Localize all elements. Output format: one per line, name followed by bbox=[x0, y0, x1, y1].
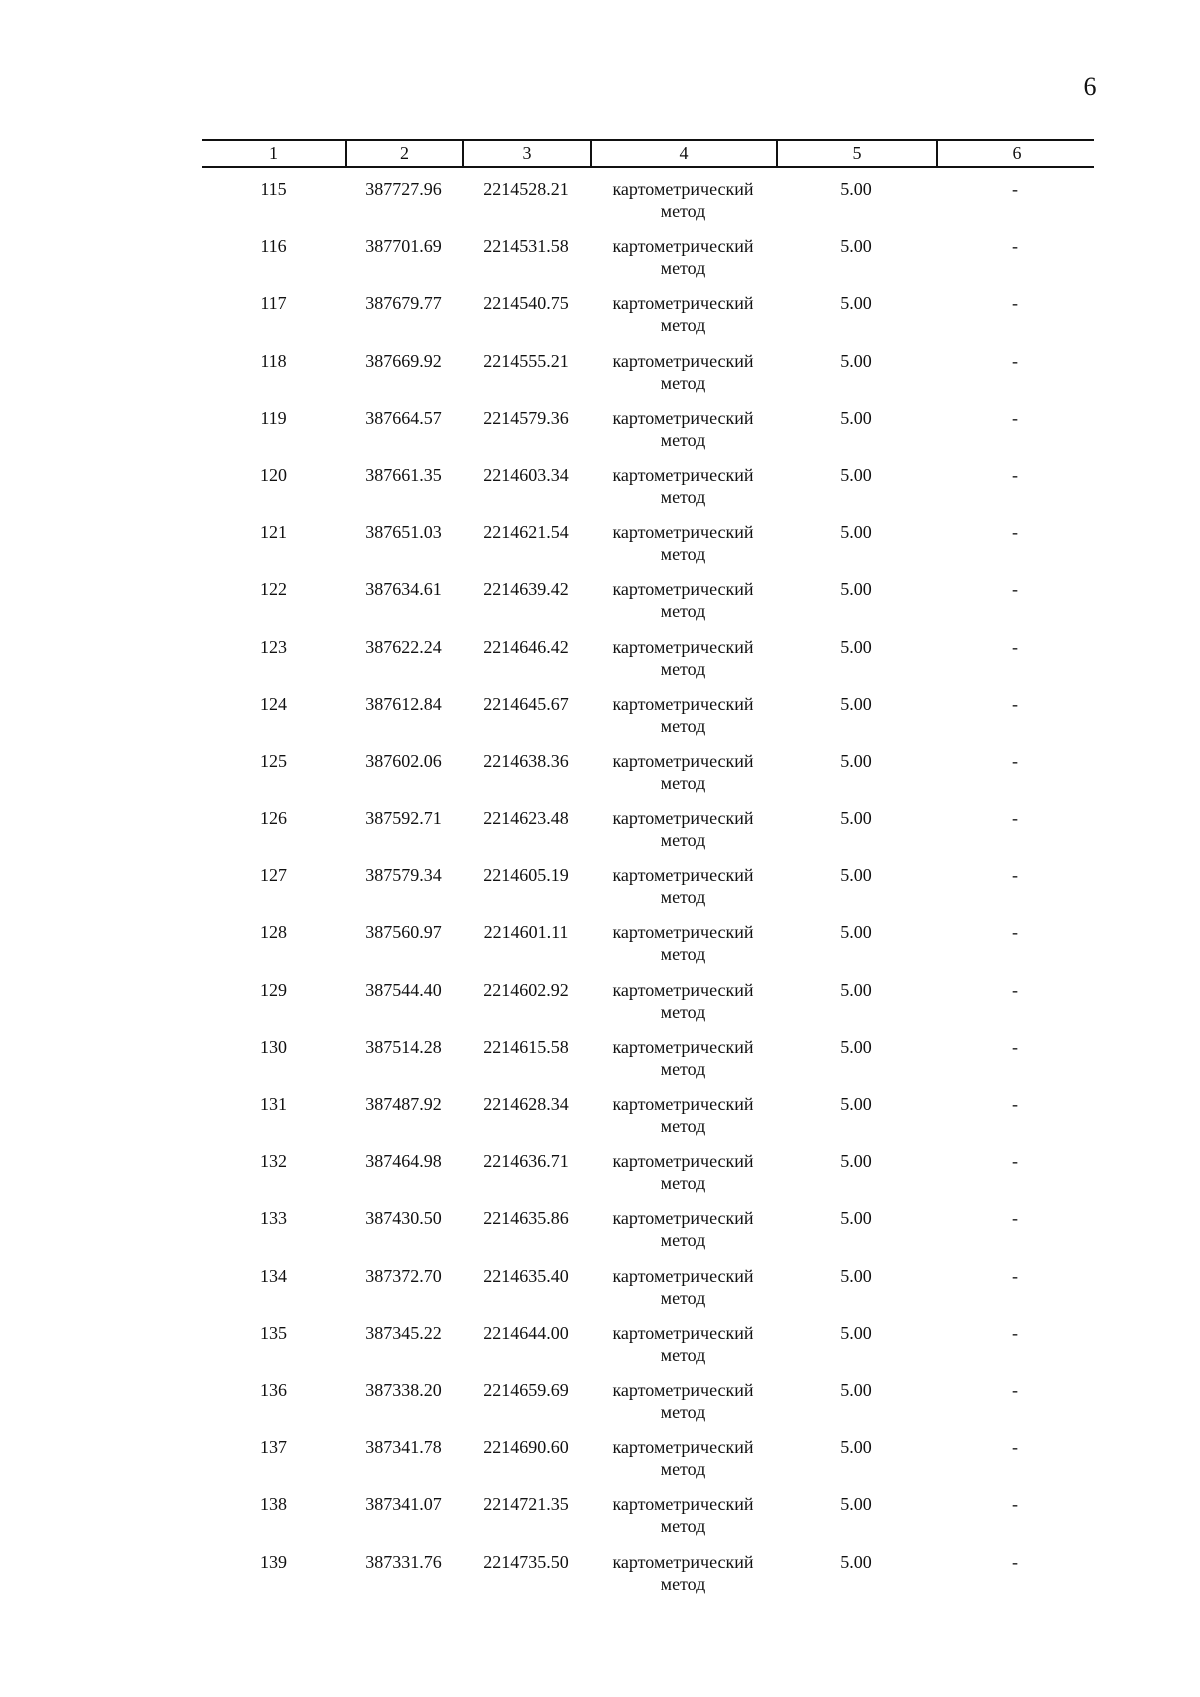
method-line-2: метод bbox=[660, 601, 706, 622]
x-coordinate-cell: 387331.76 bbox=[365, 1551, 442, 1572]
x-coordinate-cell: 387338.20 bbox=[365, 1379, 442, 1400]
note-cell: - bbox=[1012, 693, 1018, 714]
note-cell: - bbox=[1012, 407, 1018, 428]
note-cell: - bbox=[1012, 1322, 1018, 1343]
row-number-cell: 139 bbox=[260, 1551, 287, 1572]
method-line-2: метод bbox=[660, 372, 706, 393]
table-row bbox=[0, 1036, 1200, 1093]
note-cell: - bbox=[1012, 750, 1018, 771]
x-coordinate-cell: 387341.78 bbox=[365, 1437, 442, 1458]
table-row bbox=[0, 578, 1200, 635]
method-line-1: картометрический bbox=[612, 922, 754, 943]
table-row bbox=[0, 1265, 1200, 1322]
accuracy-cell: 5.00 bbox=[840, 464, 872, 485]
method-cell bbox=[590, 750, 776, 794]
method-line-2: метод bbox=[660, 887, 706, 908]
note-cell: - bbox=[1012, 1379, 1018, 1400]
y-coordinate-cell: 2214635.40 bbox=[483, 1265, 569, 1286]
y-coordinate-cell: 2214645.67 bbox=[483, 693, 569, 714]
table-header-cell: 2 bbox=[345, 141, 462, 166]
method-line-2: метод bbox=[660, 715, 706, 736]
table-row bbox=[0, 407, 1200, 464]
row-number-cell: 134 bbox=[260, 1265, 287, 1286]
table-row bbox=[0, 292, 1200, 349]
method-cell bbox=[590, 1436, 776, 1480]
accuracy-cell: 5.00 bbox=[840, 1551, 872, 1572]
x-coordinate-cell: 387514.28 bbox=[365, 1036, 442, 1057]
accuracy-cell: 5.00 bbox=[840, 1151, 872, 1172]
y-coordinate-cell: 2214615.58 bbox=[483, 1036, 569, 1057]
method-cell bbox=[590, 350, 776, 394]
method-cell bbox=[590, 979, 776, 1023]
x-coordinate-cell: 387727.96 bbox=[365, 179, 442, 199]
x-coordinate-cell: 387669.92 bbox=[365, 350, 442, 371]
method-cell bbox=[590, 178, 776, 222]
row-number-cell: 135 bbox=[260, 1322, 287, 1343]
accuracy-cell: 5.00 bbox=[840, 1208, 872, 1229]
table-row bbox=[0, 979, 1200, 1036]
accuracy-cell: 5.00 bbox=[840, 407, 872, 428]
table-header-cell: 6 bbox=[936, 141, 1096, 166]
accuracy-cell: 5.00 bbox=[840, 236, 872, 257]
row-number-cell: 132 bbox=[260, 1151, 287, 1172]
method-cell bbox=[590, 235, 776, 279]
x-coordinate-cell: 387679.77 bbox=[365, 293, 442, 314]
row-number-cell: 121 bbox=[260, 522, 287, 543]
accuracy-cell: 5.00 bbox=[840, 865, 872, 886]
method-line-2: метод bbox=[660, 1573, 706, 1594]
method-cell bbox=[590, 1207, 776, 1251]
method-cell bbox=[590, 521, 776, 565]
method-line-1: картометрический bbox=[612, 1094, 754, 1114]
table-row bbox=[0, 521, 1200, 578]
y-coordinate-cell: 2214603.34 bbox=[483, 464, 569, 485]
note-cell: - bbox=[1012, 1036, 1018, 1057]
table-row bbox=[0, 350, 1200, 407]
method-cell bbox=[590, 636, 776, 680]
y-coordinate-cell: 2214602.92 bbox=[483, 979, 569, 1000]
table-row bbox=[0, 693, 1200, 750]
method-line-1: картометрический bbox=[612, 179, 754, 199]
method-line-2: метод bbox=[660, 1516, 706, 1537]
accuracy-cell: 5.00 bbox=[840, 808, 872, 829]
table-header-cell: 5 bbox=[776, 141, 936, 166]
note-cell: - bbox=[1012, 865, 1018, 886]
accuracy-cell: 5.00 bbox=[840, 1094, 872, 1114]
method-line-1: картометрический bbox=[612, 579, 754, 600]
y-coordinate-cell: 2214644.00 bbox=[483, 1322, 569, 1343]
method-line-2: метод bbox=[660, 1401, 706, 1422]
y-coordinate-cell: 2214721.35 bbox=[483, 1494, 569, 1515]
method-line-1: картометрический bbox=[612, 1437, 754, 1458]
method-line-2: метод bbox=[660, 1459, 706, 1480]
method-line-1: картометрический bbox=[612, 350, 754, 371]
table-row bbox=[0, 1493, 1200, 1550]
method-line-1: картометрический bbox=[612, 693, 754, 714]
y-coordinate-cell: 2214601.11 bbox=[483, 922, 569, 943]
accuracy-cell: 5.00 bbox=[840, 1265, 872, 1286]
method-cell bbox=[590, 693, 776, 737]
table-row bbox=[0, 636, 1200, 693]
method-line-2: метод bbox=[660, 830, 706, 851]
note-cell: - bbox=[1012, 1437, 1018, 1458]
row-number-cell: 129 bbox=[260, 979, 287, 1000]
row-number-cell: 120 bbox=[260, 464, 287, 485]
method-line-2: метод bbox=[660, 1287, 706, 1308]
method-line-2: метод bbox=[660, 544, 706, 565]
y-coordinate-cell: 2214646.42 bbox=[483, 636, 569, 657]
y-coordinate-cell: 2214638.36 bbox=[483, 750, 569, 771]
method-line-2: метод bbox=[660, 258, 706, 279]
method-line-1: картометрический bbox=[612, 865, 754, 886]
method-line-2: метод bbox=[660, 486, 706, 507]
y-coordinate-cell: 2214690.60 bbox=[483, 1437, 569, 1458]
x-coordinate-cell: 387701.69 bbox=[365, 236, 442, 257]
note-cell: - bbox=[1012, 1551, 1018, 1572]
row-number-cell: 116 bbox=[260, 236, 287, 257]
note-cell: - bbox=[1012, 979, 1018, 1000]
y-coordinate-cell: 2214605.19 bbox=[483, 865, 569, 886]
method-line-1: картометрический bbox=[612, 1208, 754, 1229]
y-coordinate-cell: 2214621.54 bbox=[483, 522, 569, 543]
method-cell bbox=[590, 1036, 776, 1080]
accuracy-cell: 5.00 bbox=[840, 693, 872, 714]
note-cell: - bbox=[1012, 922, 1018, 943]
table-body bbox=[0, 178, 1200, 1608]
method-line-1: картометрический bbox=[612, 464, 754, 485]
row-number-cell: 131 bbox=[260, 1094, 287, 1114]
method-line-1: картометрический bbox=[612, 636, 754, 657]
method-line-1: картометрический bbox=[612, 1379, 754, 1400]
method-line-2: метод bbox=[660, 1058, 706, 1079]
method-line-1: картометрический bbox=[612, 1322, 754, 1343]
note-cell: - bbox=[1012, 293, 1018, 314]
method-cell bbox=[590, 864, 776, 908]
x-coordinate-cell: 387592.71 bbox=[365, 808, 442, 829]
row-number-cell: 122 bbox=[260, 579, 287, 600]
x-coordinate-cell: 387372.70 bbox=[365, 1265, 442, 1286]
method-line-2: метод bbox=[660, 944, 706, 965]
note-cell: - bbox=[1012, 579, 1018, 600]
x-coordinate-cell: 387651.03 bbox=[365, 522, 442, 543]
method-cell bbox=[590, 921, 776, 965]
x-coordinate-cell: 387345.22 bbox=[365, 1322, 442, 1343]
y-coordinate-cell: 2214555.21 bbox=[483, 350, 569, 371]
x-coordinate-cell: 387487.92 bbox=[365, 1094, 442, 1114]
method-line-2: метод bbox=[660, 1001, 706, 1022]
x-coordinate-cell: 387544.40 bbox=[365, 979, 442, 1000]
method-cell bbox=[590, 1493, 776, 1537]
y-coordinate-cell: 2214635.86 bbox=[483, 1208, 569, 1229]
y-coordinate-cell: 2214628.34 bbox=[483, 1094, 569, 1114]
table-header-cell: 3 bbox=[462, 141, 590, 166]
row-number-cell: 138 bbox=[260, 1494, 287, 1515]
row-number-cell: 127 bbox=[260, 865, 287, 886]
x-coordinate-cell: 387612.84 bbox=[365, 693, 442, 714]
note-cell: - bbox=[1012, 1265, 1018, 1286]
table-row bbox=[0, 1551, 1200, 1608]
table-row bbox=[0, 1150, 1200, 1207]
table-row bbox=[0, 1093, 1200, 1150]
row-number-cell: 118 bbox=[260, 350, 287, 371]
table-row bbox=[0, 1207, 1200, 1264]
table-row bbox=[0, 464, 1200, 521]
method-line-1: картометрический bbox=[612, 293, 754, 314]
note-cell: - bbox=[1012, 1208, 1018, 1229]
x-coordinate-cell: 387622.24 bbox=[365, 636, 442, 657]
method-line-1: картометрический bbox=[612, 808, 754, 829]
method-line-2: метод bbox=[660, 658, 706, 679]
row-number-cell: 137 bbox=[260, 1437, 287, 1458]
table-row bbox=[0, 807, 1200, 864]
method-line-2: метод bbox=[660, 1344, 706, 1365]
row-number-cell: 123 bbox=[260, 636, 287, 657]
note-cell: - bbox=[1012, 236, 1018, 257]
note-cell: - bbox=[1012, 179, 1018, 199]
note-cell: - bbox=[1012, 464, 1018, 485]
method-line-1: картометрический bbox=[612, 1265, 754, 1286]
accuracy-cell: 5.00 bbox=[840, 1494, 872, 1515]
table-header-row bbox=[202, 139, 1094, 168]
accuracy-cell: 5.00 bbox=[840, 179, 872, 199]
y-coordinate-cell: 2214528.21 bbox=[483, 179, 569, 199]
method-line-1: картометрический bbox=[612, 979, 754, 1000]
method-line-2: метод bbox=[660, 429, 706, 450]
y-coordinate-cell: 2214636.71 bbox=[483, 1151, 569, 1172]
y-coordinate-cell: 2214659.69 bbox=[483, 1379, 569, 1400]
table-row bbox=[0, 178, 1200, 235]
method-line-2: метод bbox=[660, 772, 706, 793]
method-line-1: картометрический bbox=[612, 1494, 754, 1515]
accuracy-cell: 5.00 bbox=[840, 1036, 872, 1057]
row-number-cell: 117 bbox=[260, 293, 287, 314]
x-coordinate-cell: 387602.06 bbox=[365, 750, 442, 771]
row-number-cell: 115 bbox=[260, 179, 287, 199]
x-coordinate-cell: 387341.07 bbox=[365, 1494, 442, 1515]
note-cell: - bbox=[1012, 808, 1018, 829]
table-row bbox=[0, 1436, 1200, 1493]
x-coordinate-cell: 387634.61 bbox=[365, 579, 442, 600]
note-cell: - bbox=[1012, 1494, 1018, 1515]
method-line-1: картометрический bbox=[612, 522, 754, 543]
table-row bbox=[0, 1379, 1200, 1436]
accuracy-cell: 5.00 bbox=[840, 1437, 872, 1458]
method-line-2: метод bbox=[660, 1173, 706, 1194]
row-number-cell: 130 bbox=[260, 1036, 287, 1057]
method-cell bbox=[590, 1379, 776, 1423]
accuracy-cell: 5.00 bbox=[840, 350, 872, 371]
table-row bbox=[0, 1322, 1200, 1379]
row-number-cell: 126 bbox=[260, 808, 287, 829]
x-coordinate-cell: 387664.57 bbox=[365, 407, 442, 428]
row-number-cell: 133 bbox=[260, 1208, 287, 1229]
y-coordinate-cell: 2214531.58 bbox=[483, 236, 569, 257]
accuracy-cell: 5.00 bbox=[840, 1322, 872, 1343]
method-cell bbox=[590, 1322, 776, 1366]
accuracy-cell: 5.00 bbox=[840, 636, 872, 657]
method-cell bbox=[590, 1150, 776, 1194]
row-number-cell: 119 bbox=[260, 407, 287, 428]
method-line-1: картометрический bbox=[612, 1036, 754, 1057]
y-coordinate-cell: 2214623.48 bbox=[483, 808, 569, 829]
row-number-cell: 124 bbox=[260, 693, 287, 714]
method-cell bbox=[590, 1551, 776, 1595]
table-row bbox=[0, 864, 1200, 921]
note-cell: - bbox=[1012, 1094, 1018, 1114]
method-line-2: метод bbox=[660, 1230, 706, 1251]
y-coordinate-cell: 2214735.50 bbox=[483, 1551, 569, 1572]
note-cell: - bbox=[1012, 1151, 1018, 1172]
row-number-cell: 136 bbox=[260, 1379, 287, 1400]
method-cell bbox=[590, 292, 776, 336]
y-coordinate-cell: 2214579.36 bbox=[483, 407, 569, 428]
method-line-1: картометрический bbox=[612, 236, 754, 257]
method-line-1: картометрический bbox=[612, 1551, 754, 1572]
method-line-1: картометрический bbox=[612, 407, 754, 428]
x-coordinate-cell: 387661.35 bbox=[365, 464, 442, 485]
y-coordinate-cell: 2214540.75 bbox=[483, 293, 569, 314]
method-line-2: метод bbox=[660, 201, 706, 221]
row-number-cell: 128 bbox=[260, 922, 287, 943]
method-line-2: метод bbox=[660, 315, 706, 336]
method-line-1: картометрический bbox=[612, 1151, 754, 1172]
y-coordinate-cell: 2214639.42 bbox=[483, 579, 569, 600]
accuracy-cell: 5.00 bbox=[840, 522, 872, 543]
x-coordinate-cell: 387560.97 bbox=[365, 922, 442, 943]
table-row bbox=[0, 750, 1200, 807]
accuracy-cell: 5.00 bbox=[840, 922, 872, 943]
method-cell bbox=[590, 1093, 776, 1137]
table-header-cell: 4 bbox=[590, 141, 776, 166]
method-cell bbox=[590, 807, 776, 851]
method-line-2: метод bbox=[660, 1116, 706, 1136]
accuracy-cell: 5.00 bbox=[840, 1379, 872, 1400]
method-line-1: картометрический bbox=[612, 750, 754, 771]
x-coordinate-cell: 387430.50 bbox=[365, 1208, 442, 1229]
table-row bbox=[0, 921, 1200, 978]
accuracy-cell: 5.00 bbox=[840, 579, 872, 600]
method-cell bbox=[590, 407, 776, 451]
method-cell bbox=[590, 1265, 776, 1309]
method-cell bbox=[590, 464, 776, 508]
accuracy-cell: 5.00 bbox=[840, 293, 872, 314]
x-coordinate-cell: 387579.34 bbox=[365, 865, 442, 886]
note-cell: - bbox=[1012, 350, 1018, 371]
accuracy-cell: 5.00 bbox=[840, 750, 872, 771]
page-number: 6 bbox=[1083, 72, 1097, 101]
table-header-cell: 1 bbox=[269, 143, 278, 163]
x-coordinate-cell: 387464.98 bbox=[365, 1151, 442, 1172]
note-cell: - bbox=[1012, 522, 1018, 543]
note-cell: - bbox=[1012, 636, 1018, 657]
method-cell bbox=[590, 578, 776, 622]
accuracy-cell: 5.00 bbox=[840, 979, 872, 1000]
row-number-cell: 125 bbox=[260, 750, 287, 771]
table-row bbox=[0, 235, 1200, 292]
